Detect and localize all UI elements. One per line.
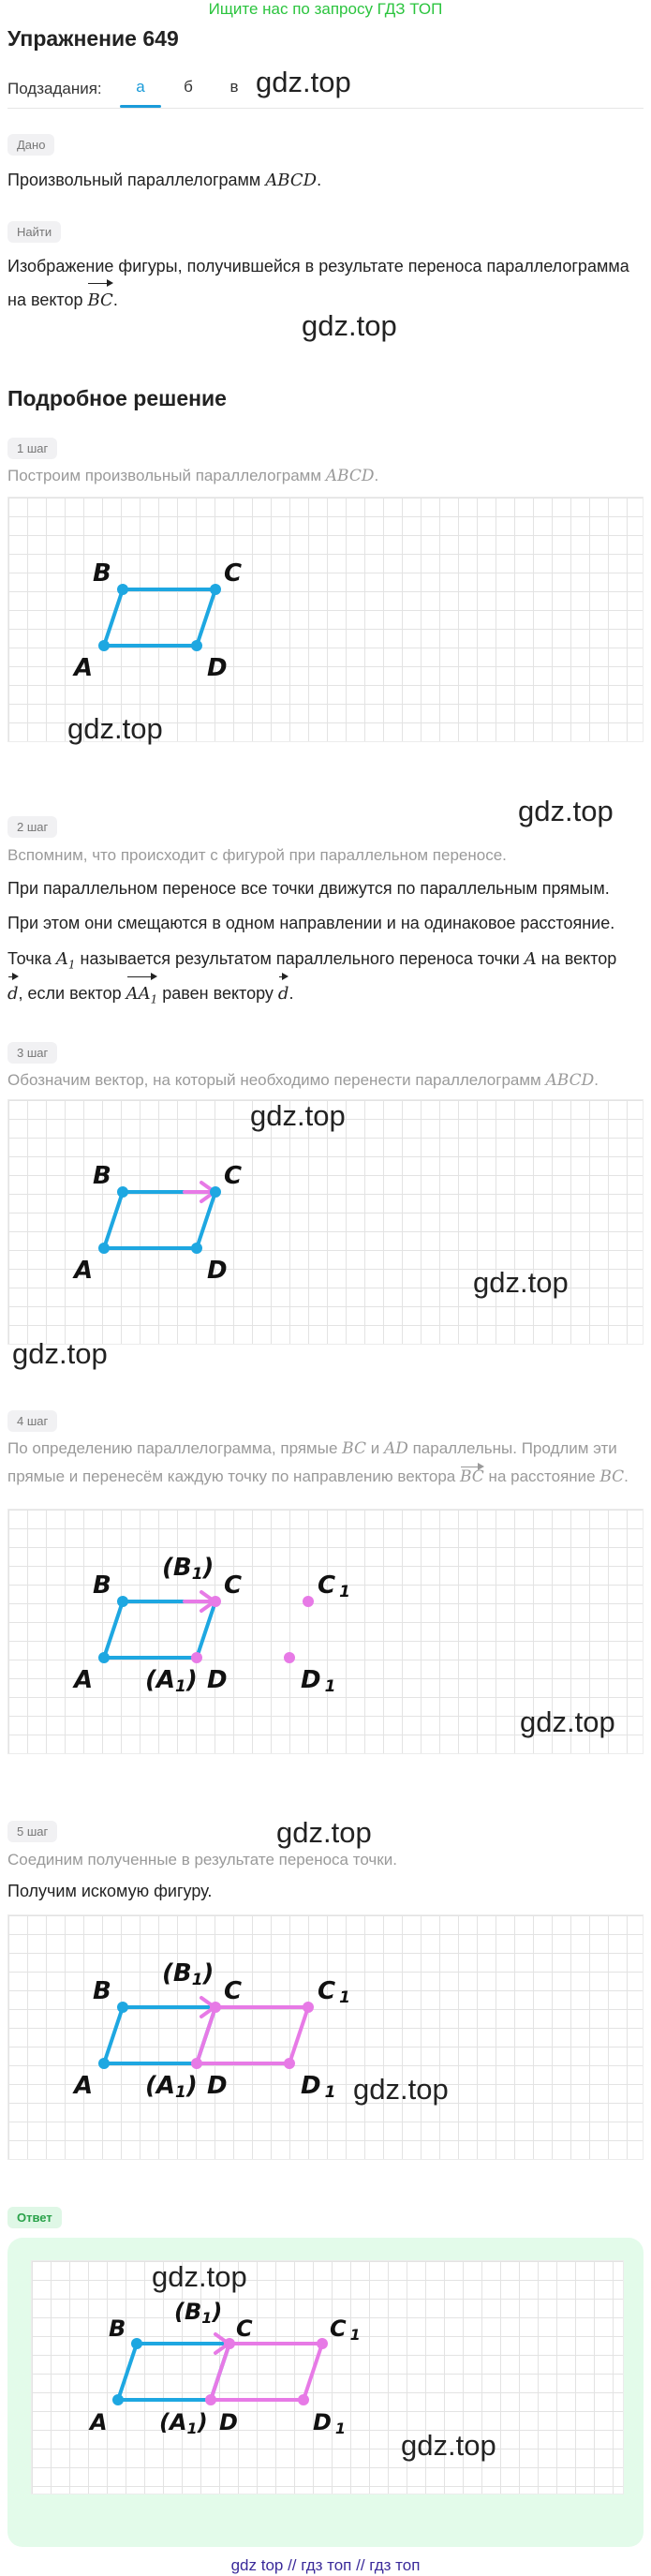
figure-outline — [104, 589, 215, 646]
label-c: C — [224, 1162, 243, 1190]
figure-outline — [104, 1192, 215, 1248]
point-c-b1 — [210, 2002, 221, 2013]
label-c1: C 1 — [318, 1977, 350, 2007]
parallelogram-abcd — [8, 498, 644, 743]
point-a — [112, 2394, 124, 2405]
label-d: D — [207, 1666, 228, 1694]
watermark: gdz.top — [276, 1816, 372, 1849]
step-4-line-1: По определению параллелограмма, прямые BC и AD параллельны. Продлим эти — [7, 1439, 617, 1458]
watermark: gdz.top — [518, 795, 614, 827]
watermark: gdz.top — [67, 712, 163, 745]
label-d: D — [219, 2409, 238, 2435]
label-b1: (B1) — [162, 1554, 215, 1584]
label-b: B — [93, 559, 111, 588]
label-d1: D 1 — [301, 1666, 336, 1696]
step-2-badge: 2 шаг — [7, 816, 57, 838]
point-b — [117, 584, 128, 595]
label-b: B — [109, 2315, 126, 2342]
label-a1: (A1) — [145, 2072, 198, 2102]
point-b — [117, 1186, 128, 1198]
point-b — [117, 2002, 128, 2013]
step-3-badge: 3 шаг — [7, 1042, 57, 1064]
answer-badge: Ответ — [7, 2207, 62, 2228]
label-c: C — [224, 1571, 243, 1600]
point-c1 — [303, 1596, 314, 1607]
footer-links[interactable]: gdz top // гдз топ // гдз топ — [230, 2556, 421, 2574]
label-a1: (A1) — [159, 2409, 208, 2437]
tab-a[interactable]: а — [136, 78, 145, 96]
find-badge: Найти — [7, 221, 61, 243]
point-d-a1 — [191, 1652, 202, 1663]
label-c: C — [236, 2315, 253, 2342]
point-d1 — [284, 2058, 295, 2069]
watermark: gdz.top — [250, 1099, 346, 1132]
point-d — [191, 640, 202, 651]
step-1-text: Построим произвольный параллелограмм ABCD. — [7, 467, 379, 485]
tabs-divider — [7, 108, 644, 109]
page-title: Упражнение 649 — [7, 26, 179, 51]
point-d1 — [298, 2394, 309, 2405]
label-c1: C 1 — [318, 1571, 350, 1601]
point-c-b1 — [210, 1596, 221, 1607]
step-2-line-4: d, если вектор $AA_1$ равен вектору d. — [7, 976, 293, 1017]
watermark: gdz.top — [152, 2260, 247, 2293]
label-a: A — [90, 2409, 108, 2435]
point-a — [98, 1652, 110, 1663]
point-d1 — [284, 1652, 295, 1663]
label-a: A — [74, 1666, 94, 1694]
label-c1: C 1 — [330, 2315, 361, 2344]
tab-b[interactable]: б — [184, 78, 193, 96]
point-b — [117, 1596, 128, 1607]
point-a — [98, 2058, 110, 2069]
point-c1 — [303, 2002, 314, 2013]
figure-outline — [104, 1601, 215, 1658]
label-a: A — [74, 654, 94, 682]
step-5-figure — [7, 1914, 644, 2160]
point-a — [98, 1243, 110, 1254]
label-d: D — [207, 654, 228, 682]
step-2-line-2: При этом они смещаются в одном направлении и на одинаковое расстояние. — [7, 914, 615, 932]
parallelogram-with-vector — [8, 1100, 644, 1346]
label-d: D — [207, 2072, 228, 2100]
label-d: D — [207, 1257, 228, 1285]
point-d-a1 — [191, 2058, 202, 2069]
tab-v[interactable]: в — [229, 78, 239, 96]
step-4-badge: 4 шаг — [7, 1410, 57, 1432]
watermark: gdz.top — [520, 1705, 615, 1738]
label-b: B — [93, 1571, 111, 1600]
label-b: B — [93, 1162, 111, 1190]
step-5-badge: 5 шаг — [7, 1821, 57, 1842]
label-c: C — [224, 559, 243, 588]
step-5-text: Получим искомую фигуру. — [7, 1882, 213, 1900]
step-4-line-2: прямые и перенесём каждую точку по направлению вектора BC на расстояние BC. — [7, 1467, 629, 1486]
watermark: gdz.top — [353, 2073, 449, 2106]
watermark: gdz.top — [256, 66, 351, 98]
watermark: gdz.top — [302, 309, 397, 342]
point-b — [131, 2338, 142, 2349]
point-c — [210, 1186, 221, 1198]
given-text: Произвольный параллелограмм ABCD. — [7, 171, 322, 190]
point-c-b1 — [224, 2338, 235, 2349]
label-b1: (B1) — [174, 2299, 223, 2327]
label-d1: D 1 — [301, 2072, 336, 2102]
point-c1 — [317, 2338, 328, 2349]
point-d-a1 — [205, 2394, 216, 2405]
label-a1: (A1) — [145, 1666, 198, 1696]
step-2-gray: Вспомним, что происходит с фигурой при параллельном переносе. — [7, 846, 507, 864]
point-a — [98, 640, 110, 651]
top-banner[interactable]: Ищите нас по запросу ГДЗ ТОП — [208, 0, 443, 18]
point-d — [191, 1243, 202, 1254]
step-1-badge: 1 шаг — [7, 438, 57, 459]
given-badge: Дано — [7, 134, 54, 156]
label-c: C — [224, 1977, 243, 2005]
watermark: gdz.top — [12, 1337, 108, 1370]
solution-heading: Подробное решение — [7, 386, 227, 410]
find-text: Изображение фигуры, получившейся в результате переноса параллелограмма на вектор BC. — [7, 249, 649, 318]
label-b1: (B1) — [162, 1959, 215, 1989]
step-3-figure — [7, 1099, 644, 1345]
watermark: gdz.top — [473, 1266, 569, 1299]
label-b: B — [93, 1977, 111, 2005]
step-3-text: Обозначим вектор, на который необходимо перенести параллелограмм ABCD. — [7, 1071, 599, 1090]
label-d1: D 1 — [313, 2409, 347, 2437]
label-a: A — [74, 2072, 94, 2100]
point-c — [210, 584, 221, 595]
step-2-line-3: Точка $A_1$ называется результатом параллельного переноса точки A на вектор — [7, 949, 617, 972]
step-1-figure — [7, 497, 644, 742]
step-2-line-1: При параллельном переносе все точки движутся по параллельным прямым. — [7, 879, 610, 898]
answer-parallelograms — [32, 2261, 625, 2495]
answer-figure — [31, 2260, 624, 2494]
label-a: A — [74, 1257, 94, 1285]
translated-outline — [197, 2007, 308, 2063]
step-5-gray: Соединим полученные в результате переноса точки. — [7, 1851, 397, 1869]
translated-outline — [211, 2344, 322, 2400]
translated-parallelogram — [8, 1915, 644, 2161]
watermark: gdz.top — [401, 2429, 496, 2462]
subtasks-label: Подзадания: — [7, 80, 102, 97]
